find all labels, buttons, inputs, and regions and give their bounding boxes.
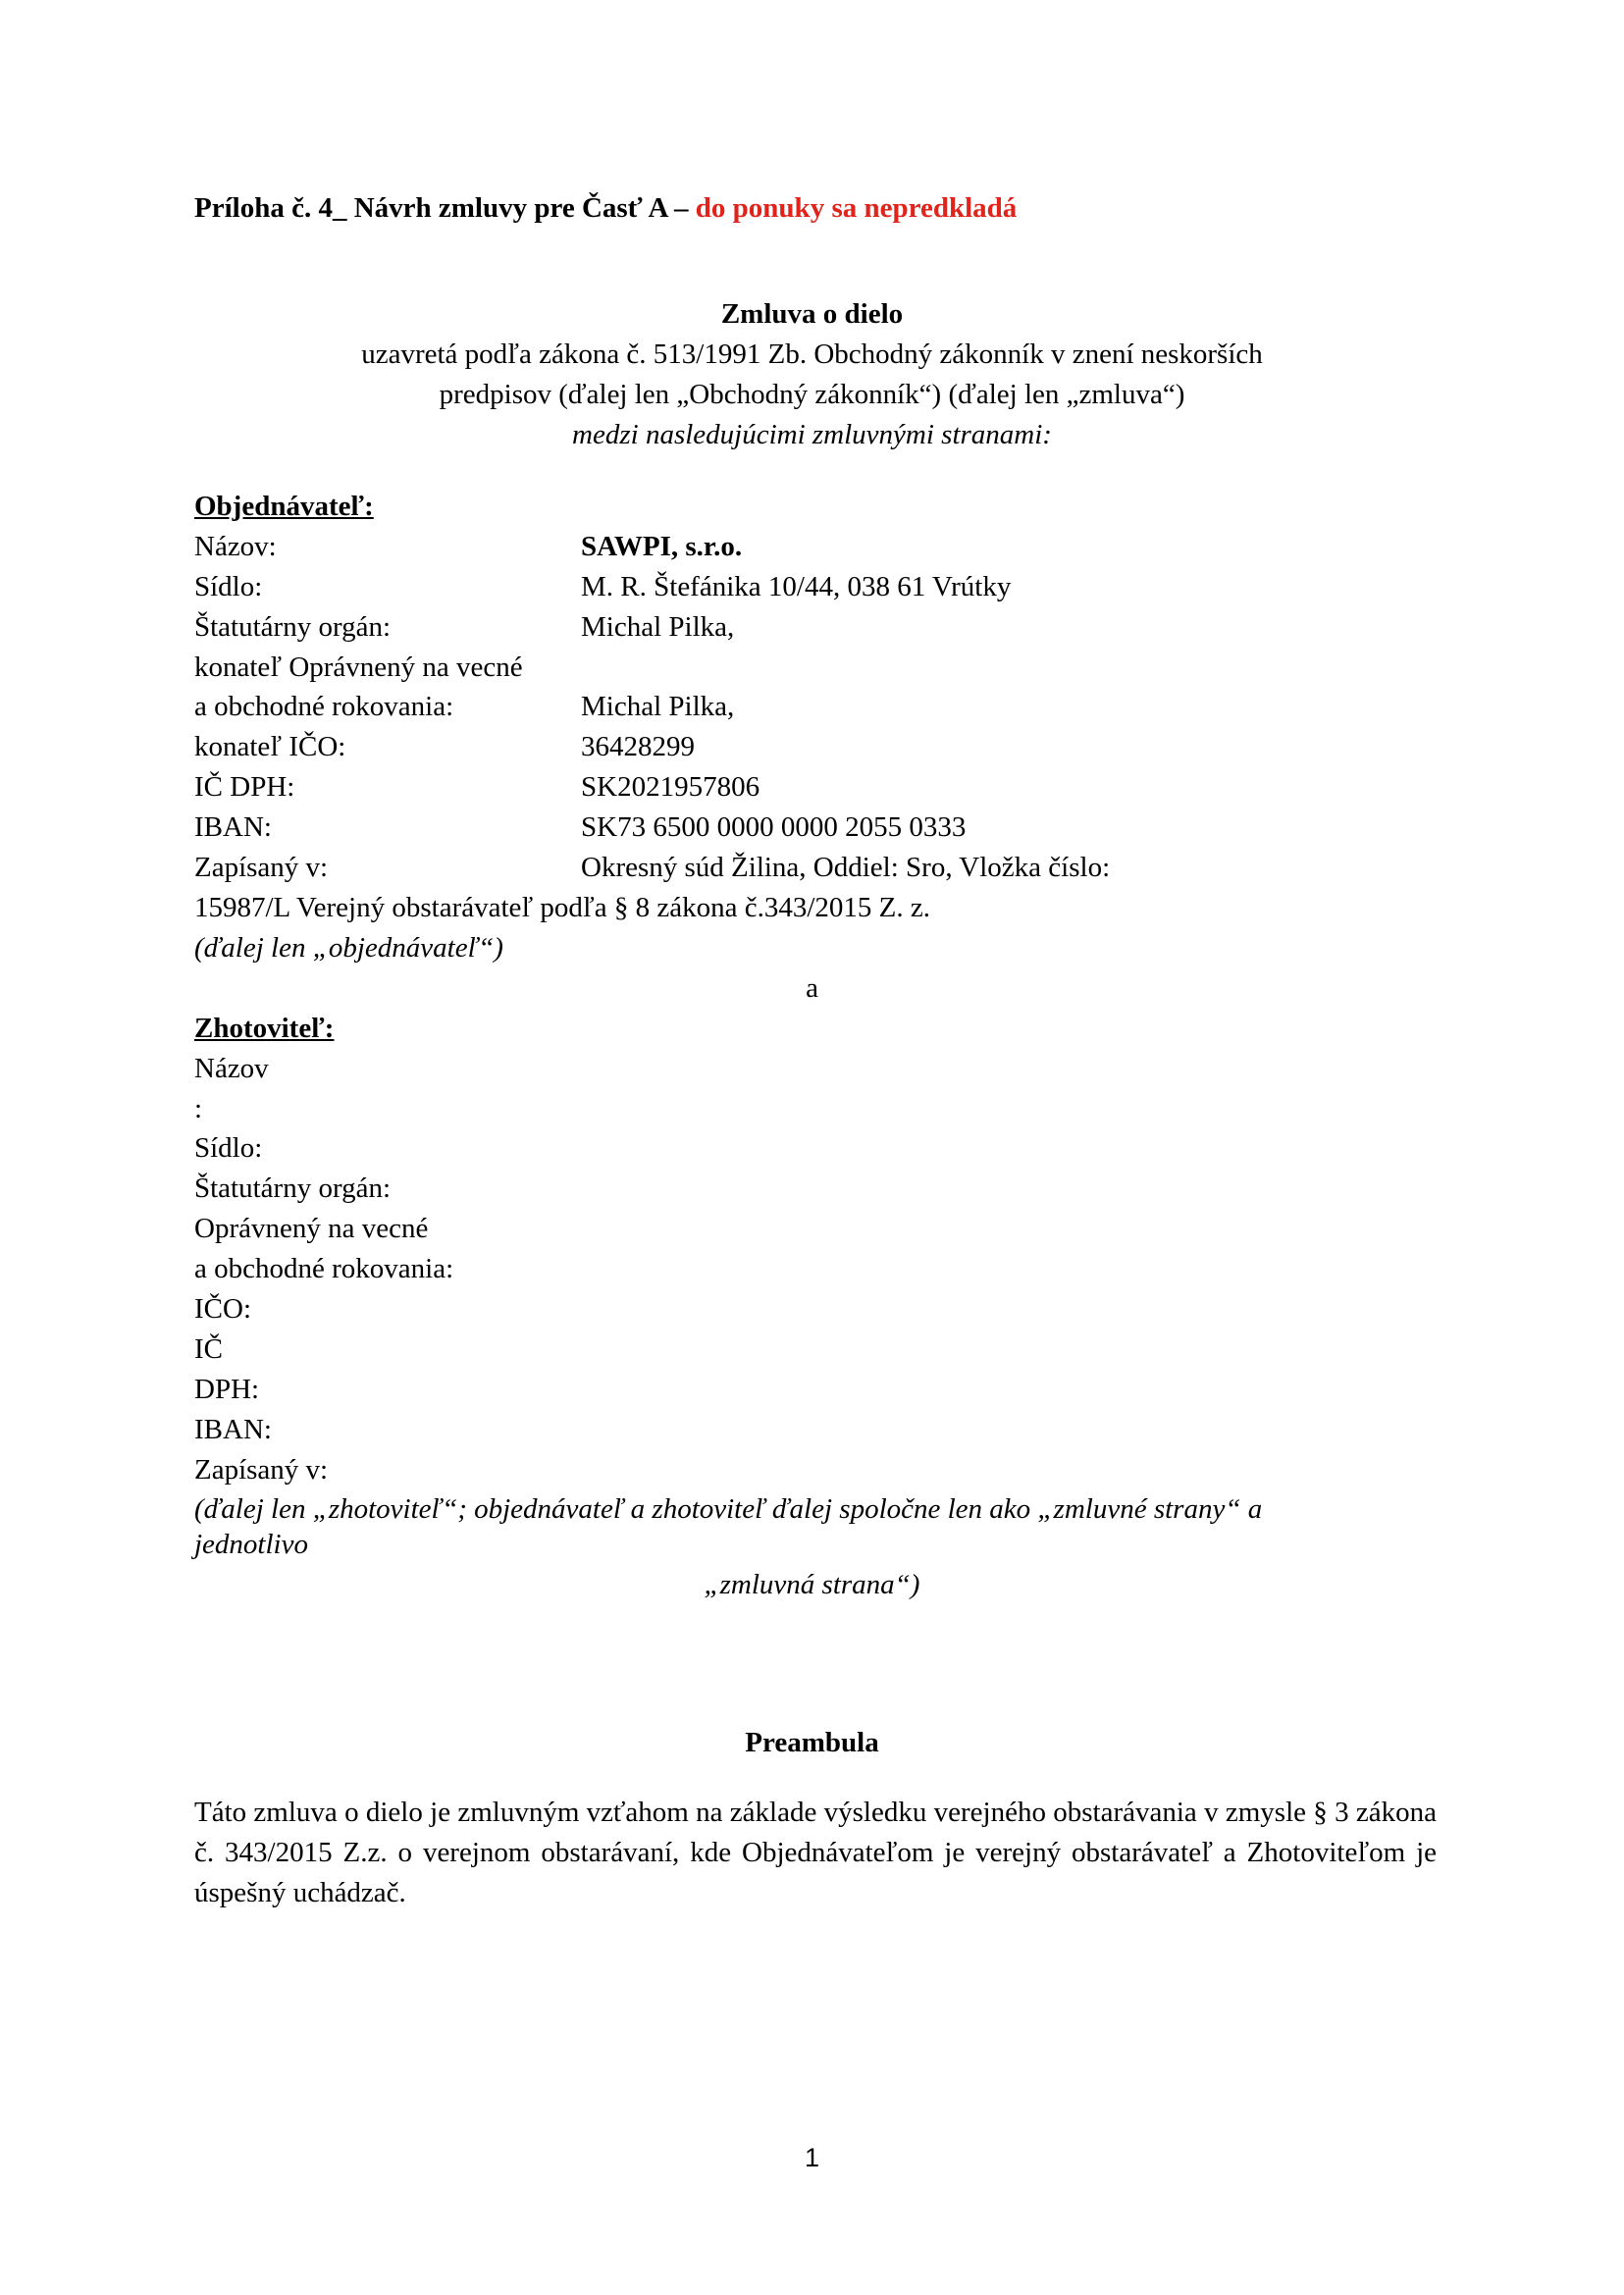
zhotovitel-alias-line-1: (ďalej len „zhotoviteľ“; objednávateľ a zhotoviteľ ďalej spoločne len ako „zmluvné strany“ a	[194, 1493, 1263, 1525]
zhotovitel-label-statutarny-organ: Štatutárny orgán:	[194, 1173, 392, 1204]
objednavatel-value-zapisany: Okresný súd Žilina, Oddiel: Sro, Vložka číslo:	[581, 852, 1111, 883]
preambula-heading: Preambula	[745, 1727, 879, 1758]
objednavatel-label-zapisany: Zapísaný v:	[194, 852, 329, 883]
zhotovitel-label-ico: IČO:	[194, 1293, 251, 1325]
contract-subtitle-line-2: predpisov (ďalej len „Obchodný zákonník“) (ďalej len „zmluva“)	[439, 379, 1185, 410]
objednavatel-value-nazov: SAWPI, s.r.o.	[581, 531, 743, 562]
objednavatel-label-ic-dph: IČ DPH:	[194, 771, 295, 803]
annex-heading-main: Príloha č. 4_ Návrh zmluvy pre Časť A –	[194, 192, 689, 224]
zhotovitel-alias-line-2: jednotlivo	[194, 1529, 308, 1560]
zhotovitel-label-ic: IČ	[194, 1333, 223, 1365]
objednavatel-continuation: 15987/L Verejný obstarávateľ podľa § 8 zákona č.343/2015 Z. z.	[194, 892, 930, 923]
objednavatel-label-statutarny-organ: Štatutárny orgán:	[194, 611, 392, 643]
zhotovitel-label-nazov: Názov	[194, 1053, 269, 1084]
objednavatel-value-ico: 36428299	[581, 731, 695, 762]
objednavatel-label-iban: IBAN:	[194, 811, 272, 843]
zhotovitel-label-colon: :	[194, 1093, 203, 1124]
objednavatel-label-ico: konateľ IČO:	[194, 731, 346, 762]
zhotovitel-label-iban: IBAN:	[194, 1414, 272, 1445]
objednavatel-value-rokovania: Michal Pilka,	[581, 691, 735, 722]
zhotovitel-label-zapisany: Zapísaný v:	[194, 1454, 329, 1486]
zhotovitel-heading: Zhotoviteľ:	[194, 1013, 335, 1044]
zhotovitel-label-dph: DPH:	[194, 1374, 260, 1405]
contract-subtitle-line-1: uzavretá podľa zákona č. 513/1991 Zb. Obchodný zákonník v znení neskorších	[361, 339, 1263, 370]
objednavatel-label-rokovania: a obchodné rokovania:	[194, 691, 454, 722]
contract-title: Zmluva o dielo	[720, 298, 904, 330]
conjunction: a	[806, 972, 818, 1004]
preambula-text: Táto zmluva o dielo je zmluvným vzťahom na základe výsledku verejného obstarávania v zmysle § 3 zákona č. 343/2015 Z.z. o verejnom obstarávaní, kde Objednávateľom je verejný obstarávateľ a Zhotoviteľom je úspešný uchádzač.	[194, 1797, 1437, 1908]
zhotovitel-alias-line-3: „zmluvná strana“)	[704, 1569, 920, 1600]
objednavatel-heading: Objednávateľ:	[194, 491, 374, 522]
annex-heading-highlight: do ponuky sa nepredkladá	[695, 192, 1018, 224]
zhotovitel-label-sidlo: Sídlo:	[194, 1132, 263, 1164]
objednavatel-value-sidlo: M. R. Štefánika 10/44, 038 61 Vrútky	[581, 571, 1012, 602]
objednavatel-value-statutarny-organ: Michal Pilka,	[581, 611, 735, 643]
contract-subtitle-line-3: medzi nasledujúcimi zmluvnými stranami:	[572, 419, 1052, 450]
zhotovitel-label-rokovania: a obchodné rokovania:	[194, 1253, 454, 1284]
objednavatel-alias: (ďalej len „objednávateľ“)	[194, 932, 503, 964]
objednavatel-label-nazov: Názov:	[194, 531, 277, 562]
annex-heading	[194, 188, 1017, 228]
objednavatel-label-opravneny: konateľ Oprávnený na vecné	[194, 652, 523, 683]
zhotovitel-label-opravneny: Oprávnený na vecné	[194, 1213, 429, 1244]
page-number: 1	[804, 2143, 820, 2172]
objednavatel-value-ic-dph: SK2021957806	[581, 771, 760, 803]
objednavatel-label-sidlo: Sídlo:	[194, 571, 263, 602]
objednavatel-value-iban: SK73 6500 0000 0000 2055 0333	[581, 811, 967, 843]
